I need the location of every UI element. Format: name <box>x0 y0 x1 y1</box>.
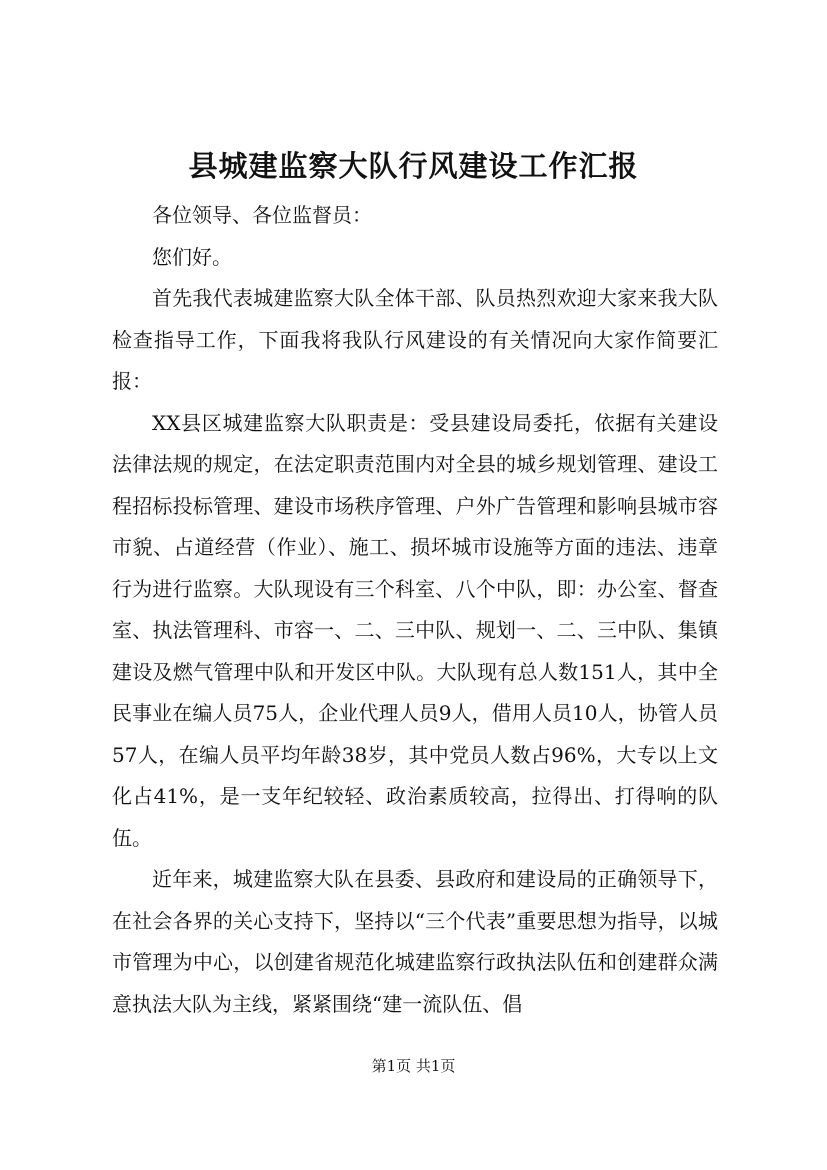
document-body <box>112 195 718 1025</box>
page-footer: 第1页 共1页 <box>371 1057 456 1075</box>
document-title: 县城建监察大队行风建设工作汇报 <box>188 149 639 183</box>
paragraph-salutation: 您们好。 <box>152 244 232 269</box>
paragraph-greeting: 各位领导、各位监督员： <box>152 203 372 227</box>
paragraph-recent-years: 近年来，城建监察大队在县委、县政府和建设局的正确领导下，在社会各界的关心支持下，坚持以“三个代表”重要思想为指导，以城市管理为中心，以创建省规范化城建监察行政执法队伍和创建群众满意执法大队为主线，紧紧围绕“建一流队伍、倡 <box>112 867 718 1016</box>
paragraph-responsibilities: XX县区城建监察大队职责是：受县建设局委托，依据有关建设法律法规的规定，在法定职责范围内对全县的城乡规划管理、建设工程招标投标管理、建设市场秩序管理、户外广告管理和影响县城市容市貌、占道经营（作业）、施工、损坏城市设施等方面的违法、违章行为进行监察。大队现设有三个科室、八个中队，即：办公室、督查室、执法管理科、市容一、二、三中队、规划一、二、三中队、集镇建设及燃气管理中队和开发区中队。大队现有总人数151人，其中全民事业在编人员75人，企业代理人员9人，借用人员10人，协管人员57人，在编人员平均年龄38岁，其中党员人数占96%，大专以上文化占41%，是一支年纪较轻、政治素质较高，拉得出、打得响的队伍。 <box>112 410 718 850</box>
paragraph-welcome: 首先我代表城建监察大队全体干部、队员热烈欢迎大家来我大队检查指导工作，下面我将我队行风建设的有关情况向大家作简要汇报： <box>112 286 718 393</box>
